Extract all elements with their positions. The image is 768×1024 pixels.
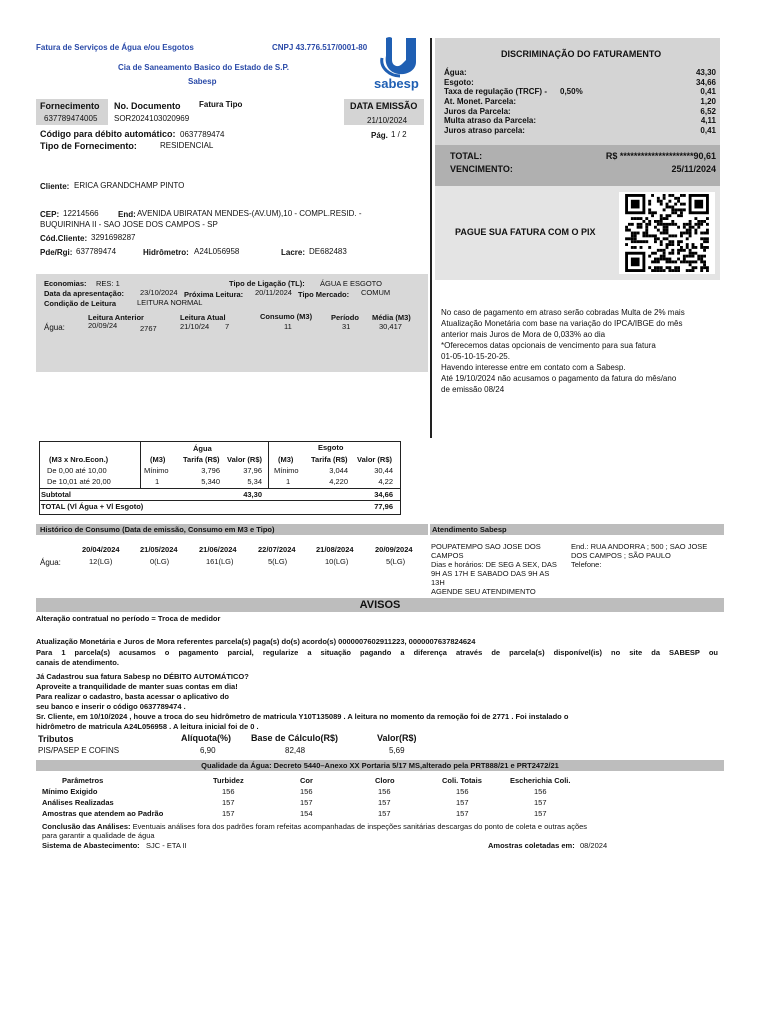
hidrometro-value: A24L056958 [194, 247, 240, 256]
faturamento-item: At. Monet. Parcela: 1,20 [444, 97, 716, 107]
tributos-header: Tributos [38, 734, 74, 744]
consumo-value: 11 [284, 322, 292, 331]
historico-title: Histórico de Consumo (Data de emissão, Consumo em M3 e Tipo) [40, 525, 275, 534]
column-divider [430, 38, 432, 438]
tarifa-header: Tarifa (R$) [311, 455, 348, 464]
data-emissao-value: 21/10/2024 [367, 116, 408, 125]
tributos-header: Base de Cálculo(R$) [251, 733, 339, 743]
cliente-label: Cliente: [40, 182, 70, 191]
sistema-label: Sistema de Abastecimento: [42, 841, 140, 850]
cep-value: 12214566 [63, 209, 99, 218]
documento-value: SOR2024103020969 [114, 114, 190, 123]
qualidade-row-label: Análises Realizadas [42, 798, 114, 807]
tributos-cell: PIS/PASEP E COFINS [38, 746, 120, 755]
subtotal-esgoto: 34,66 [374, 490, 393, 499]
leitura-atual-valor: 7 [225, 322, 230, 331]
subtotal-agua: 43,30 [243, 490, 262, 499]
sabesp-logo-icon [376, 34, 428, 78]
col-consumo: Consumo (M3) [260, 312, 313, 321]
pde-value: 637789474 [76, 247, 117, 256]
end-label: End: [118, 210, 136, 219]
historico-value: 12(LG) [89, 557, 113, 566]
vencimento-label: VENCIMENTO: [450, 164, 513, 174]
qualidade-col: Cor [300, 776, 313, 785]
tarifa-header: Valor (R$) [357, 455, 393, 464]
qualidade-cell: 157 [222, 809, 235, 818]
cod-cliente-value: 3291698287 [91, 233, 136, 242]
cliente-value: ERICA GRANDCHAMP PINTO [74, 181, 185, 190]
tarifa-header: Tarifa (R$) [183, 455, 220, 464]
amostras-label: Amostras coletadas em: [488, 841, 575, 850]
qualidade-cell: 156 [222, 787, 235, 796]
aviso-line: Sr. Cliente, em 10/10/2024 , houve a troca do seu hidrômetro de matricula Y10T135089 . A leitura no momento da remoção foi de 2771 . Foi instalado o [36, 712, 569, 721]
tributos-cell: 6,90 [200, 746, 216, 755]
tarifa-total-value: 77,96 [374, 502, 393, 511]
historico-value: 0(LG) [150, 557, 170, 566]
qualidade-col: Coli. Totais [442, 776, 482, 785]
invoice-title: Fatura de Serviços de Água e/ou Esgotos [36, 43, 194, 52]
qualidade-cell: 157 [456, 809, 469, 818]
tarifa-header: Valor (R$) [227, 455, 263, 464]
data-emissao-label: DATA EMISSÃO [350, 101, 418, 111]
tarifa-cell: 1 [155, 477, 160, 486]
tarifa-cell: 3,796 [201, 466, 220, 475]
qualidade-title: Qualidade da Água: Decreto 5440–Anexo XX Portaria 5/17 MS,alterado pela PRT888/21 e PRT2472/21 [201, 761, 559, 770]
fornecimento-label: Fornecimento [40, 101, 100, 111]
tarifa-cell: De 0,00 até 10,00 [47, 466, 107, 475]
endereco-line1: AVENIDA UBIRATAN MENDES-(AV.UM),10 - COMPL.RESID. - [137, 209, 362, 218]
amostras-value: 08/2024 [580, 841, 608, 850]
tarifa-line [39, 500, 400, 501]
historico-value: 5(LG) [268, 557, 288, 566]
total-label: TOTAL: [450, 151, 483, 161]
qualidade-col: Parâmetros [62, 776, 104, 785]
qualidade-cell: 157 [222, 798, 235, 807]
qualidade-cell: 157 [534, 798, 547, 807]
tarifa-cell: Mínimo [274, 466, 299, 475]
aviso-line: Para 1 parcela(s) acusamos o pagamento parcial, regularize a situação pagando a diferença através de parcela(s) disponível(is) no site da SABESP ou [36, 648, 718, 657]
atendimento-right: End.: RUA ANDORRA ; 500 ; SAO JOSE DOS CAMPOS ; SÃO PAULO Telefone: [571, 542, 708, 569]
historico-date: 22/07/2024 [258, 545, 296, 554]
tarifa-cell: 4,22 [378, 477, 393, 486]
qualidade-cell: 157 [534, 809, 547, 818]
tributos-header: Valor(R$) [377, 733, 417, 743]
faturamento-item: Esgoto: 34,66 [444, 77, 716, 87]
faturamento-items [444, 68, 716, 136]
qualidade-cell: 154 [300, 809, 313, 818]
qualidade-row-label: Mínimo Exigido [42, 787, 98, 796]
qualidade-cell: 156 [378, 787, 391, 796]
historico-value: 5(LG) [386, 557, 406, 566]
tarifa-cell: 5,340 [201, 477, 220, 486]
qualidade-row-label: Amostras que atendem ao Padrão [42, 809, 164, 818]
qualidade-cell: 157 [456, 798, 469, 807]
qualidade-col: Turbidez [213, 776, 244, 785]
aviso-line: Já Cadastrou sua fatura Sabesp no DÉBITO AUTOMÁTICO? [36, 672, 249, 681]
cep-label: CEP: [40, 210, 60, 219]
pde-label: Pde/Rgi: [40, 248, 73, 257]
faturamento-item: Água: 43,30 [444, 68, 716, 77]
cnpj: CNPJ 43.776.517/0001-80 [272, 43, 368, 52]
tarifa-header: (M3) [150, 455, 166, 464]
col-leitura-atual: Leitura Atual [180, 313, 226, 322]
tarifa-cell: 5,34 [247, 477, 262, 486]
aviso-line: seu banco e inserir o código 0637789474 . [36, 702, 186, 711]
economias-value: RES: 1 [96, 279, 120, 288]
aviso-line: hidrômetro de matricula A24L056958 . A leitura inicial foi de 0 . [36, 722, 259, 731]
tributos-header: Alíquota(%) [181, 733, 231, 743]
tarifa-cell: De 10,01 até 20,00 [47, 477, 111, 486]
company-name: Cia de Saneamento Basico do Estado de S.P. [118, 63, 290, 72]
apresentacao-value: 23/10/2024 [140, 288, 178, 297]
historico-date: 20/04/2024 [82, 545, 120, 554]
tributos-cell: 5,69 [389, 746, 405, 755]
leitura-atual-data: 21/10/24 [180, 322, 210, 331]
faturamento-item: Taxa de regulação (TRCF) - 0,50% 0,41 [444, 87, 716, 97]
tarifa-agua-label: Água [193, 444, 212, 453]
fatura-tipo-label: Fatura Tipo [199, 100, 243, 109]
tarifa-cell: Mínimo [144, 466, 169, 475]
debito-value: 0637789474 [180, 130, 225, 139]
economias-label: Economias: [44, 279, 87, 288]
tarifa-total-label: TOTAL (Vl Água + Vl Esgoto) [41, 502, 144, 511]
hidrometro-label: Hidrômetro: [143, 248, 189, 257]
vencimento-value: 25/11/2024 [671, 164, 716, 174]
atendimento-left: POUPATEMPO SAO JOSE DOS CAMPOS Dias e horários: DE SEG A SEX, DAS 9H AS 17H E SABADO DAS 9H AS 13H AGENDE SEU ATENDIMENTO [431, 542, 557, 596]
qualidade-cell: 156 [534, 787, 547, 796]
tipo-ligacao-value: ÁGUA E ESGOTO [320, 279, 382, 288]
faturamento-item: Multa atraso da Parcela: 4,11 [444, 116, 716, 126]
historico-date: 21/06/2024 [199, 545, 237, 554]
sistema-value: SJC - ETA II [146, 841, 187, 850]
aviso-line: Atualização Monetária e Juros de Mora referentes parcela(s) paga(s) do(s) acordo(s) 0000007602911223, 0000007637824624 [36, 637, 476, 646]
proxima-label: Próxima Leitura: [184, 290, 244, 299]
endereco-line2: BUQUIRINHA II - SAO JOSE DOS CAMPOS - SP [40, 220, 218, 229]
logo-text: sabesp [374, 76, 419, 91]
avisos-title: AVISOS [359, 599, 401, 611]
col-leitura-anterior: Leitura Anterior [88, 313, 144, 322]
tipo-fornecimento-value: RESIDENCIAL [160, 141, 214, 150]
historico-value: 161(LG) [206, 557, 234, 566]
tarifa-header: (M3 x Nro.Econ.) [49, 455, 109, 464]
conclusao: Conclusão das Análises: Eventuais análises fora dos padrões foram refeitas acompanhadas de inspeções sanitárias descargas do ponto de coleta e outras ações para garantir a qualidade de água [42, 822, 588, 840]
tipo-mercado-value: COMUM [361, 288, 391, 297]
qualidade-col: Cloro [375, 776, 395, 785]
faturamento-title: DISCRIMINAÇÃO DO FATURAMENTO [501, 49, 662, 59]
qualidade-cell: 156 [456, 787, 469, 796]
pix-label: PAGUE SUA FATURA COM O PIX [455, 227, 596, 237]
pagina-value: 1 / 2 [391, 130, 407, 139]
condicao-label: Condição de Leitura [44, 299, 117, 308]
apresentacao-label: Data da apresentação: [44, 289, 125, 298]
debito-label: Código para débito automático: [40, 129, 176, 139]
tipo-fornecimento-label: Tipo de Fornecimento: [40, 141, 137, 151]
tipo-ligacao-label: Tipo de Ligação (TL): [229, 279, 305, 288]
tarifa-header: (M3) [278, 455, 294, 464]
historico-date: 21/05/2024 [140, 545, 178, 554]
tributos-cell: 82,48 [285, 746, 306, 755]
sabesp-logo [376, 34, 428, 92]
faturamento-item: Juros atraso parcela: 0,41 [444, 126, 716, 136]
media-value: 30,417 [379, 322, 402, 331]
aviso-atraso: No caso de pagamento em atraso serão cobradas Multa de 2% mais Atualização Monetária com base na variação do IPCA/IBGE do mês anterior mais Juros de Mora de 0,033% ao dia *Oferecemos datas opcionais de vencimento para sua fatura 01-05-10-15-20-25. Havendo interesse entre em contato com a Sabesp. Até 19/10/2024 não acusamos o pagamento da fatura do mês/ano de emissão 08/24 [441, 308, 685, 394]
qualidade-cell: 157 [378, 798, 391, 807]
atendimento-title: Atendimento Sabesp [432, 525, 507, 534]
tarifa-vline [268, 441, 269, 489]
qualidade-cell: 156 [300, 787, 313, 796]
cod-cliente-label: Cód.Cliente: [40, 234, 88, 243]
tarifa-cell: 4,220 [329, 477, 348, 486]
lacre-value: DE682483 [309, 247, 347, 256]
qualidade-cell: 157 [300, 798, 313, 807]
lacre-label: Lacre: [281, 248, 306, 257]
subtotal-label: Subtotal [41, 490, 71, 499]
leitura-row-label: Água: [44, 323, 65, 332]
total-value: R$ *********************90,61 [605, 151, 716, 161]
aviso-line: Aproveite a tranquilidade de manter suas contas em dia! [36, 682, 238, 691]
qualidade-cell: 157 [378, 809, 391, 818]
historico-value: 10(LG) [325, 557, 349, 566]
pagina-label: Pág. [371, 131, 388, 140]
tarifa-cell: 1 [286, 477, 291, 486]
faturamento-item: Juros da Parcela: 6,52 [444, 106, 716, 116]
tarifa-line [39, 488, 400, 489]
periodo-value: 31 [342, 322, 351, 331]
historico-date: 20/09/2024 [375, 545, 413, 554]
qr-code-icon [625, 194, 709, 272]
company-short: Sabesp [188, 77, 217, 86]
col-periodo: Período [331, 313, 359, 322]
leitura-anterior-data: 20/09/24 [88, 321, 118, 330]
tarifa-cell: 30,44 [374, 466, 393, 475]
aviso-line: Para realizar o cadastro, basta acessar o aplicativo do [36, 692, 230, 701]
tarifa-cell: 37,96 [243, 466, 262, 475]
tarifa-vline [140, 441, 141, 489]
historico-date: 21/08/2024 [316, 545, 354, 554]
tarifa-esgoto-label: Esgoto [318, 443, 344, 452]
condicao-value: LEITURA NORMAL [137, 298, 203, 307]
leitura-anterior-valor: 2767 [140, 324, 157, 333]
pix-qr-code[interactable] [619, 192, 715, 274]
qualidade-col: Escherichia Coli. [510, 776, 571, 785]
col-media: Média (M3) [372, 313, 411, 322]
documento-label: No. Documento [114, 101, 181, 111]
tipo-mercado-label: Tipo Mercado: [298, 290, 350, 299]
proxima-value: 20/11/2024 [255, 288, 292, 297]
historico-row-label: Água: [40, 558, 61, 567]
aviso-line: canais de atendimento. [36, 658, 119, 667]
tarifa-cell: 3,044 [329, 466, 348, 475]
aviso-line: Alteração contratual no período = Troca de medidor [36, 614, 221, 623]
fornecimento-value: 637789474005 [44, 114, 98, 123]
